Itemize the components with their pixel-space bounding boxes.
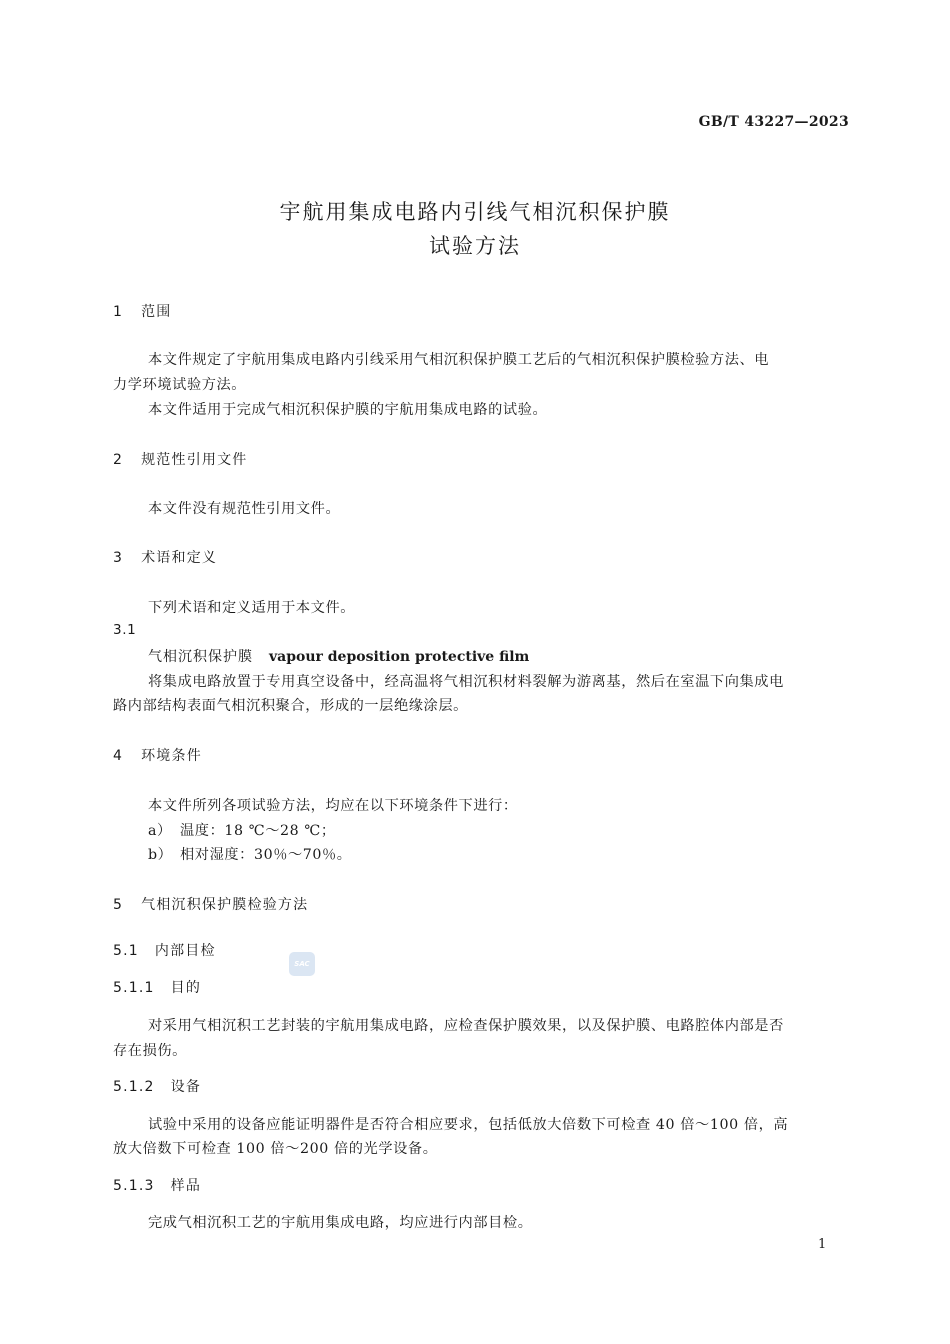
section-title: 范围 (141, 304, 172, 320)
term-number: 3.1 (113, 622, 137, 638)
section-number: 5 (113, 897, 124, 913)
section-2-heading (113, 449, 248, 469)
paragraph: 对采用气相沉积工艺封装的宇航用集成电路，应检查保护膜效果，以及保护膜、电路腔体内部是否 (148, 1018, 784, 1034)
definition-continuation: 路内部结构表面气相沉积聚合，形成的一层绝缘涂层。 (113, 698, 468, 714)
section-number: 5.1.3 (113, 1178, 155, 1194)
list-marker: a） (148, 823, 172, 839)
paragraph: 本文件适用于完成气相沉积保护膜的宇航用集成电路的试验。 (148, 402, 548, 418)
list-marker: b） (148, 847, 173, 863)
section-title: 内部目检 (154, 943, 216, 959)
section-4-heading (113, 745, 202, 765)
section-number: 2 (113, 452, 124, 468)
section-title: 规范性引用文件 (141, 452, 248, 468)
section-title: 样品 (170, 1178, 202, 1194)
section-5-heading (113, 894, 308, 914)
document-title-line2: 试验方法 (429, 234, 521, 258)
list-text: 相对湿度：30％～70％。 (180, 847, 352, 863)
paragraph-continuation: 存在损伤。 (113, 1043, 187, 1059)
term-chinese: 气相沉积保护膜 (148, 649, 253, 665)
section-title: 目的 (170, 980, 202, 996)
section-title: 设备 (170, 1079, 202, 1095)
subsection-5-1-2-heading (113, 1076, 201, 1096)
paragraph: 本文件没有规范性引用文件。 (148, 501, 341, 517)
term-entry (148, 646, 529, 666)
list-item (148, 820, 336, 840)
section-number: 4 (113, 748, 124, 764)
subsection-5-1-3-heading (113, 1175, 201, 1195)
page-number: 1 (818, 1237, 827, 1252)
paragraph: 下列术语和定义适用于本文件。 (148, 600, 356, 616)
section-title: 环境条件 (141, 748, 202, 764)
paragraph: 本文件所列各项试验方法，均应在以下环境条件下进行： (148, 798, 518, 814)
section-number: 5.1.1 (113, 980, 155, 996)
list-item (148, 844, 352, 864)
paragraph-continuation: 力学环境试验方法。 (113, 377, 247, 393)
list-text: 温度：18 ℃～28 ℃； (180, 823, 336, 839)
paragraph: 本文件规定了宇航用集成电路内引线采用气相沉积保护膜工艺后的气相沉积保护膜检验方法、电 (148, 352, 770, 368)
section-number: 5.1.2 (113, 1079, 155, 1095)
section-number: 3 (113, 550, 124, 566)
subsection-5-1-heading (113, 940, 216, 960)
standard-number: GB/T 43227—2023 (698, 114, 849, 130)
section-number: 1 (113, 304, 124, 320)
term-english: vapour deposition protective film (269, 649, 530, 665)
section-number: 5.1 (113, 943, 139, 959)
paragraph-continuation: 放大倍数下可检查 100 倍～200 倍的光学设备。 (113, 1141, 438, 1157)
paragraph: 试验中采用的设备应能证明器件是否符合相应要求，包括低放大倍数下可检查 40 倍～100 倍，高 (148, 1117, 789, 1133)
subsection-5-1-1-heading (113, 977, 201, 997)
document-title-line1: 宇航用集成电路内引线气相沉积保护膜 (279, 200, 671, 224)
section-1-heading (113, 301, 172, 321)
section-title: 术语和定义 (141, 550, 218, 566)
section-3-heading (113, 547, 217, 567)
paragraph: 完成气相沉积工艺的宇航用集成电路，均应进行内部目检。 (148, 1215, 533, 1231)
definition: 将集成电路放置于专用真空设备中，经高温将气相沉积材料裂解为游离基，然后在室温下向集成电 (148, 674, 784, 690)
sac-watermark-logo: SAC (289, 952, 315, 976)
section-title: 气相沉积保护膜检验方法 (141, 897, 309, 913)
